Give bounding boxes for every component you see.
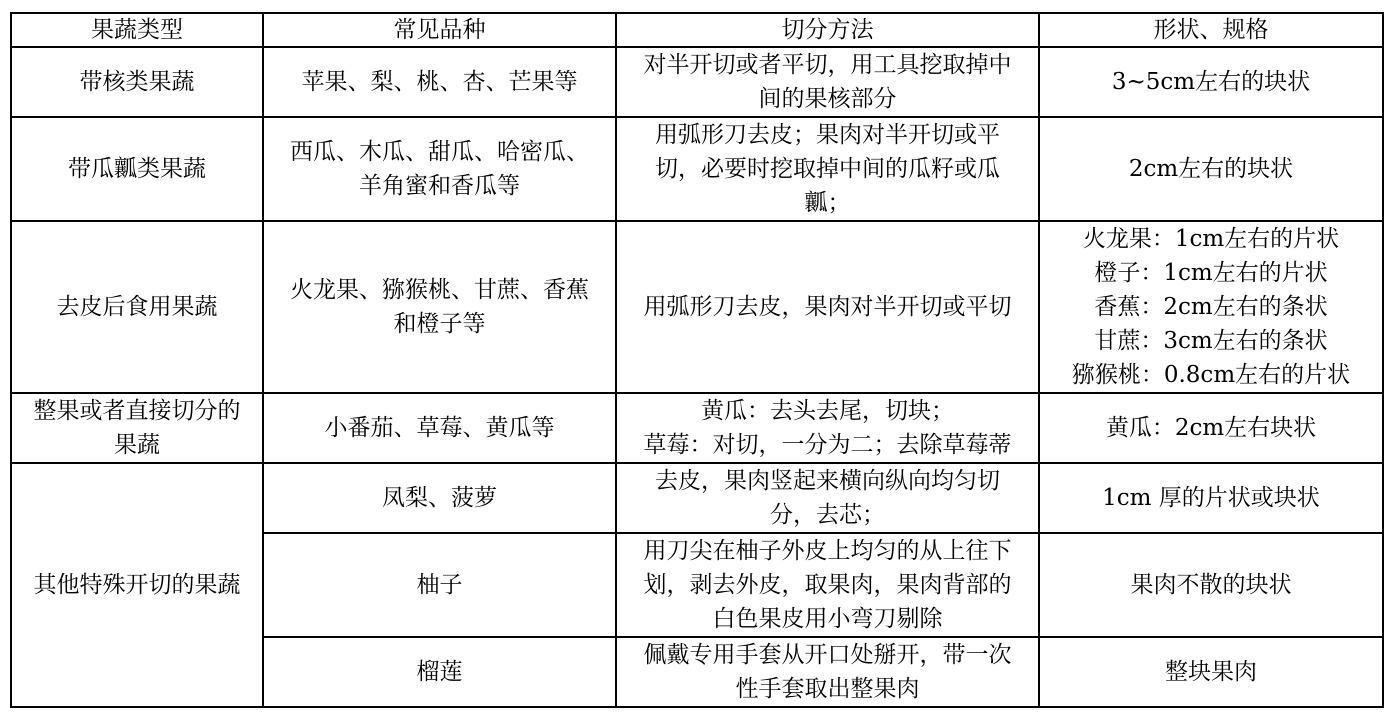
shape-line: 果肉不散的块状 bbox=[1130, 572, 1292, 598]
variety-cell: 苹果、梨、桃、杏、芒果等 bbox=[263, 47, 616, 117]
shape-line: 黄瓜：2cm左右块状 bbox=[1105, 415, 1317, 441]
shape-line: 火龙果：1cm左右的片状 bbox=[1082, 226, 1340, 252]
header-type: 果蔬类型 bbox=[11, 13, 263, 47]
shape-cell bbox=[1039, 117, 1383, 221]
method-line: 对半开切或者平切，用工具挖取掉中 bbox=[643, 52, 1012, 78]
method-line: 分，去芯； bbox=[770, 502, 885, 528]
table-row bbox=[11, 221, 1383, 393]
shape-line: 猕猴桃：0.8cm左右的片状 bbox=[1071, 362, 1351, 388]
shape-cell bbox=[1039, 533, 1383, 637]
fruit-veg-cutting-table bbox=[10, 12, 1384, 708]
shape-cell bbox=[1039, 47, 1383, 117]
shape-cell bbox=[1039, 221, 1383, 393]
type-line: 果蔬 bbox=[114, 432, 160, 458]
shape-line: 橙子：1cm左右的片状 bbox=[1094, 260, 1328, 286]
method-cell bbox=[616, 47, 1039, 117]
variety-cell: 小番茄、草莓、黄瓜等 bbox=[263, 393, 616, 463]
shape-line: 3~5cm左右的块状 bbox=[1111, 69, 1311, 95]
method-line: 黄瓜：去头去尾，切块； bbox=[701, 398, 954, 424]
variety-cell: 柚子 bbox=[263, 533, 616, 637]
method-line: 用刀尖在柚子外皮上均匀的从上往下 bbox=[643, 538, 1012, 564]
shape-cell bbox=[1039, 463, 1383, 533]
header-shape: 形状、规格 bbox=[1039, 13, 1383, 47]
method-line: 性手套取出整果肉 bbox=[735, 676, 920, 702]
type-line: 整果或者直接切分的 bbox=[33, 398, 241, 424]
variety-cell: 凤梨、菠萝 bbox=[263, 463, 616, 533]
type-cell: 带核类果蔬 bbox=[11, 47, 263, 117]
type-cell bbox=[11, 393, 263, 463]
method-cell bbox=[616, 221, 1039, 393]
method-line: 草莓：对切，一分为二；去除草莓蒂 bbox=[643, 432, 1012, 458]
method-cell bbox=[616, 637, 1039, 707]
method-line: 瓤； bbox=[804, 190, 851, 216]
type-cell: 去皮后食用果蔬 bbox=[11, 221, 263, 393]
variety-cell bbox=[263, 117, 616, 221]
method-line: 用弧形刀去皮，果肉对半开切或平切 bbox=[643, 294, 1012, 320]
header-row bbox=[11, 13, 1383, 47]
table-row bbox=[11, 393, 1383, 463]
shape-line: 甘蔗：3cm左右的条状 bbox=[1094, 328, 1328, 354]
header-method: 切分方法 bbox=[616, 13, 1039, 47]
shape-line: 香蕉：2cm左右的条状 bbox=[1094, 294, 1328, 320]
variety-cell: 榴莲 bbox=[263, 637, 616, 707]
variety-line: 西瓜、木瓜、甜瓜、哈密瓜、 bbox=[290, 139, 589, 165]
shape-cell bbox=[1039, 393, 1383, 463]
method-line: 用弧形刀去皮；果肉对半开切或平 bbox=[655, 122, 1000, 148]
method-line: 间的果核部分 bbox=[758, 86, 897, 112]
type-cell: 带瓜瓤类果蔬 bbox=[11, 117, 263, 221]
method-line: 白色果皮用小弯刀剔除 bbox=[712, 606, 943, 632]
shape-line: 2cm左右的块状 bbox=[1128, 156, 1294, 182]
variety-cell bbox=[263, 221, 616, 393]
method-cell bbox=[616, 463, 1039, 533]
table-row bbox=[11, 463, 1383, 533]
method-line: 去皮，果肉竖起来横向纵向均匀切 bbox=[655, 468, 1000, 494]
variety-line: 火龙果、猕猴桃、甘蔗、香蕉 bbox=[290, 277, 589, 303]
method-cell bbox=[616, 393, 1039, 463]
method-line: 切，必要时挖取掉中间的瓜籽或瓜 bbox=[655, 156, 1000, 182]
table-row bbox=[11, 47, 1383, 117]
shape-line: 1cm 厚的片状或块状 bbox=[1102, 485, 1320, 511]
variety-line: 羊角蜜和香瓜等 bbox=[359, 173, 520, 199]
type-cell: 其他特殊开切的果蔬 bbox=[11, 463, 263, 707]
variety-line: 和橙子等 bbox=[393, 311, 486, 337]
method-cell bbox=[616, 117, 1039, 221]
method-line: 划，剥去外皮，取果肉，果肉背部的 bbox=[643, 572, 1012, 598]
method-line: 佩戴专用手套从开口处掰开，带一次 bbox=[643, 642, 1012, 668]
shape-cell bbox=[1039, 637, 1383, 707]
shape-line: 整块果肉 bbox=[1165, 659, 1257, 685]
method-cell bbox=[616, 533, 1039, 637]
header-variety: 常见品种 bbox=[263, 13, 616, 47]
table-row bbox=[11, 117, 1383, 221]
